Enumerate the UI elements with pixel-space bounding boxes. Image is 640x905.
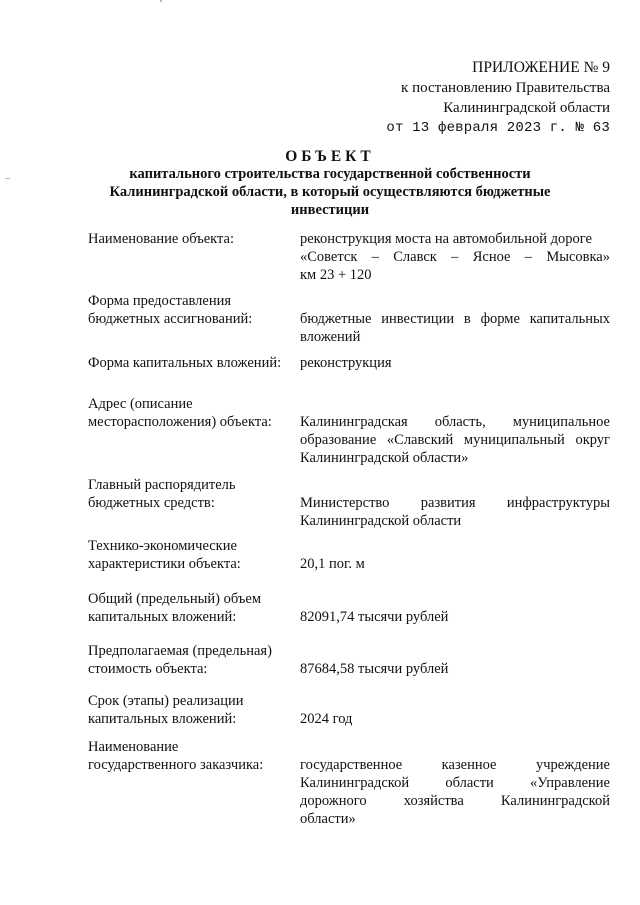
field-value-line: вложений xyxy=(300,329,361,345)
field-label xyxy=(88,590,296,626)
field-value xyxy=(300,590,610,626)
field-value xyxy=(300,692,610,728)
field-label xyxy=(88,395,296,431)
field-value-line: «Советск – Славск – Ясное – Мысовка» xyxy=(300,249,610,265)
field-label-line: государственного заказчика: xyxy=(88,757,264,773)
field-value-line xyxy=(300,642,610,660)
appendix-header xyxy=(350,58,610,138)
field-label xyxy=(88,537,296,573)
field-value-line: образование «Славский муниципальный округ xyxy=(300,432,610,448)
field-label-line: Срок (этапы) реализации xyxy=(88,693,244,709)
field-value-line: бюджетные инвестиции в форме капитальных xyxy=(300,311,610,327)
field-label xyxy=(88,692,296,728)
field-value xyxy=(300,642,610,678)
field-value xyxy=(300,476,610,530)
field-label xyxy=(88,292,296,328)
field-label xyxy=(88,230,296,248)
subtitle-line-3: инвестиции xyxy=(290,202,370,218)
field-label-line: стоимость объекта: xyxy=(88,661,208,677)
field-value-line: дорожного хозяйства Калининградской xyxy=(300,793,610,809)
field-label-line: характеристики объекта: xyxy=(88,556,241,572)
field-value-line: Калининградская область, муниципальное xyxy=(300,414,610,430)
field-value-line xyxy=(300,292,610,310)
field-value-line: 82091,74 тысячи рублей xyxy=(300,609,449,625)
field-value xyxy=(300,395,610,467)
field-value-line: Министерство развития инфраструктуры xyxy=(300,495,610,511)
subtitle-line-1: капитального строительства государственной собственности xyxy=(129,166,531,182)
field-value-line: 87684,58 тысячи рублей xyxy=(300,661,449,677)
appendix-title: ПРИЛОЖЕНИЕ № 9 xyxy=(472,59,610,76)
field-label xyxy=(88,738,296,774)
field-value-line xyxy=(300,738,610,756)
field-label xyxy=(88,476,296,512)
field-value xyxy=(300,738,610,828)
field-label-line: бюджетных средств: xyxy=(88,495,215,511)
appendix-date-line: от 13 февраля 2023 г. № 63 xyxy=(386,120,610,136)
field-label-line: Форма предоставления xyxy=(88,293,232,309)
field-value xyxy=(300,354,610,372)
scan-margin-mark xyxy=(5,178,10,179)
field-value xyxy=(300,537,610,573)
field-value xyxy=(300,230,610,284)
field-label-line: капитальных вложений: xyxy=(88,711,237,727)
scan-mark xyxy=(160,0,162,2)
field-label-line: Главный распорядитель xyxy=(88,477,236,493)
appendix-line-1: к постановлению Правительства xyxy=(401,80,610,96)
field-value-line: Калининградской области «Управление xyxy=(300,775,610,791)
subtitle-line-2: Калининградской области, в который осуществляются бюджетные xyxy=(109,184,551,200)
document-subtitle xyxy=(90,165,570,219)
field-value-line xyxy=(300,395,610,413)
field-value-line: реконструкция xyxy=(300,355,392,371)
field-label-line: Общий (предельный) объем xyxy=(88,591,261,607)
field-value-line: Калининградской области» xyxy=(300,450,469,466)
field-value-line: реконструкция моста на автомобильной дороге xyxy=(300,231,592,247)
field-label-line: бюджетных ассигнований: xyxy=(88,311,253,327)
field-label-line: месторасположения) объекта: xyxy=(88,414,272,430)
field-value-line: государственное казенное учреждение xyxy=(300,757,610,773)
field-label xyxy=(88,354,296,372)
field-label-line: Наименование xyxy=(88,739,179,755)
field-value xyxy=(300,292,610,346)
field-value-line: км 23 + 120 xyxy=(300,267,372,283)
field-value-line xyxy=(300,590,610,608)
document-title: ОБЪЕКТ xyxy=(285,148,375,165)
field-value-line xyxy=(300,537,610,555)
field-value-line: области» xyxy=(300,811,356,827)
field-label-line: Предполагаемая (предельная) xyxy=(88,643,272,659)
field-value-line xyxy=(300,692,610,710)
field-label-line: Наименование объекта: xyxy=(88,231,234,247)
field-label xyxy=(88,642,296,678)
field-value-line xyxy=(300,476,610,494)
field-label-line: капитальных вложений: xyxy=(88,609,237,625)
field-value-line: 2024 год xyxy=(300,711,353,727)
appendix-line-2: Калининградской области xyxy=(443,100,610,116)
field-label-line: Технико-экономические xyxy=(88,538,237,554)
field-label-line: Форма капитальных вложений: xyxy=(88,355,282,371)
field-value-line: 20,1 пог. м xyxy=(300,556,365,572)
field-value-line: Калининградской области xyxy=(300,513,462,529)
field-label-line: Адрес (описание xyxy=(88,396,193,412)
